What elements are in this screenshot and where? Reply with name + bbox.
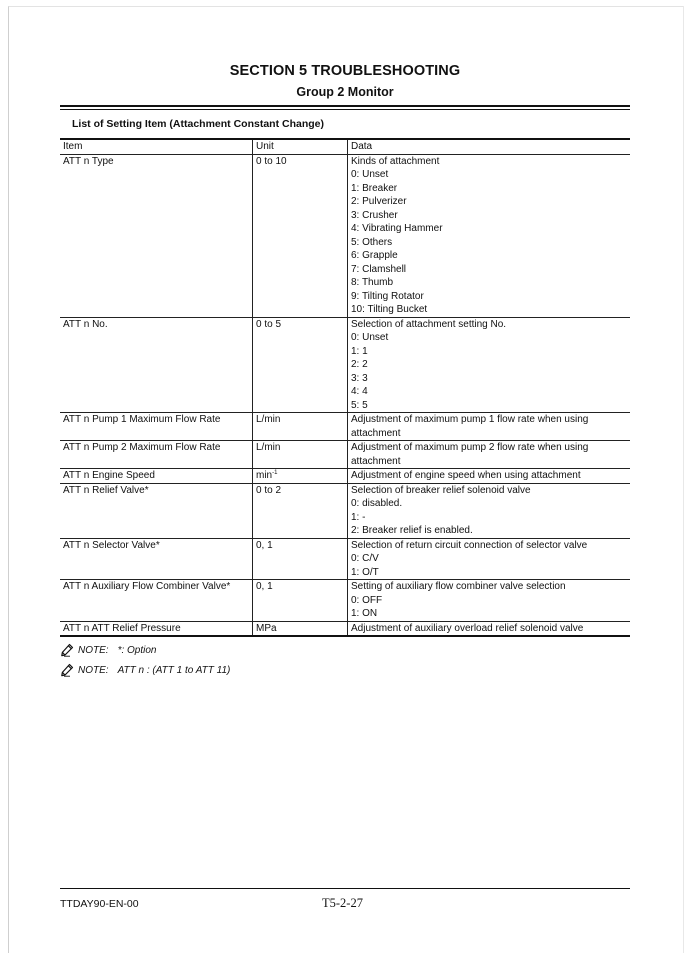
data-option: 3: 3 — [351, 372, 368, 384]
data-option: 5: Others — [351, 236, 393, 248]
unit-text: L/min — [256, 442, 281, 453]
data-option: 5: 5 — [351, 399, 368, 411]
data-cell — [348, 441, 631, 469]
data-option: 0: disabled. — [351, 498, 403, 509]
item-cell: ATT n No. — [63, 318, 108, 330]
data-option: 10: Tilting Bucket — [351, 304, 428, 315]
data-option: 1: Breaker — [351, 182, 398, 194]
data-description: Adjustment of auxiliary overload relief solenoid valve — [351, 622, 584, 634]
table-row — [60, 469, 630, 484]
data-cell — [348, 580, 631, 622]
note-text: *: Option — [117, 644, 157, 656]
data-option: 4: Vibrating Hammer — [351, 223, 443, 234]
data-cell — [348, 154, 631, 317]
item-cell: ATT n Pump 1 Maximum Flow Rate — [63, 414, 221, 425]
item-cell: ATT n ATT Relief Pressure — [63, 622, 181, 634]
data-description: Selection of attachment setting No. — [351, 318, 507, 330]
pencil-icon — [60, 643, 74, 657]
unit-exponent: -1 — [272, 470, 278, 476]
title-rule-thick — [60, 105, 630, 107]
item-cell: ATT n Selector Valve* — [63, 539, 160, 551]
data-option: 0: Unset — [351, 169, 389, 180]
table-row — [60, 441, 630, 469]
item-cell: ATT n Auxiliary Flow Combiner Valve* — [63, 581, 231, 592]
unit-cell — [253, 621, 348, 636]
unit-text: 0 to 5 — [256, 318, 282, 330]
data-cell — [348, 538, 631, 580]
data-option: 0: OFF — [351, 594, 383, 606]
data-cell — [348, 469, 631, 484]
unit-cell — [253, 317, 348, 413]
unit-text: 0 to 2 — [256, 484, 282, 496]
data-description: Adjustment of engine speed when using attachment — [351, 470, 581, 481]
unit-cell — [253, 469, 348, 484]
note-att-range — [60, 663, 230, 677]
data-cell — [348, 317, 631, 413]
data-description: Adjustment of maximum pump 1 flow rate when using attachment — [351, 414, 589, 439]
data-option: 1: ON — [351, 608, 378, 619]
table-row — [60, 154, 630, 317]
note-text: ATT n : (ATT 1 to ATT 11) — [117, 664, 231, 676]
page-number: T5-2-27 — [322, 896, 363, 910]
note-label: NOTE: — [78, 644, 109, 656]
unit-text: 0, 1 — [256, 539, 273, 551]
unit-cell — [253, 441, 348, 469]
data-option: 2: Breaker relief is enabled. — [351, 525, 473, 536]
column-header-data: Data — [348, 139, 631, 154]
unit-cell — [253, 413, 348, 441]
data-option: 6: Grapple — [351, 250, 398, 261]
pencil-icon — [60, 663, 74, 677]
note-label: NOTE: — [78, 664, 109, 676]
data-description: Adjustment of maximum pump 2 flow rate when using attachment — [351, 442, 589, 467]
section-title: SECTION 5 TROUBLESHOOTING — [229, 63, 461, 79]
unit-cell — [253, 538, 348, 580]
data-option: 1: O/T — [351, 566, 379, 578]
group-title: Group 2 Monitor — [296, 85, 394, 99]
data-description: Selection of breaker relief solenoid valve — [351, 484, 531, 496]
data-description: Kinds of attachment — [351, 155, 440, 167]
unit-text: 0 to 10 — [256, 155, 287, 167]
note-option — [60, 643, 156, 657]
data-option: 8: Thumb — [351, 277, 394, 288]
column-header-item: Item — [60, 139, 253, 154]
data-option: 0: C/V — [351, 553, 379, 564]
unit-cell — [253, 580, 348, 622]
data-cell — [348, 483, 631, 538]
data-description: Setting of auxiliary flow combiner valve selection — [351, 581, 566, 592]
document-code: TTDAY90-EN-00 — [60, 898, 139, 910]
data-option: 0: Unset — [351, 332, 389, 343]
table-caption: List of Setting Item (Attachment Constant Change) — [72, 118, 324, 130]
column-header-unit: Unit — [253, 139, 348, 154]
table-row — [60, 580, 630, 622]
data-cell — [348, 413, 631, 441]
data-option: 9: Tilting Rotator — [351, 290, 424, 302]
unit-text: 0, 1 — [256, 581, 273, 592]
data-option: 2: Pulverizer — [351, 196, 407, 207]
data-cell — [348, 621, 631, 636]
setting-items-table — [60, 138, 630, 637]
table-row — [60, 413, 630, 441]
table-row — [60, 538, 630, 580]
data-option: 1: - — [351, 511, 366, 523]
data-option: 2: 2 — [351, 359, 368, 370]
item-cell: ATT n Relief Valve* — [63, 484, 149, 496]
footer-rule — [60, 888, 630, 889]
data-option: 3: Crusher — [351, 209, 398, 221]
unit-cell — [253, 483, 348, 538]
unit-text: MPa — [256, 622, 277, 634]
title-rule-thin — [60, 109, 630, 110]
table-row — [60, 621, 630, 636]
item-cell: ATT n Type — [63, 155, 114, 167]
data-option: 7: Clamshell — [351, 263, 407, 275]
data-option: 1: 1 — [351, 345, 368, 357]
data-option: 4: 4 — [351, 386, 368, 397]
unit-text: min — [256, 470, 273, 481]
item-cell: ATT n Engine Speed — [63, 470, 155, 481]
data-description: Selection of return circuit connection of selector valve — [351, 539, 588, 551]
table-row — [60, 483, 630, 538]
table-row — [60, 317, 630, 413]
item-cell: ATT n Pump 2 Maximum Flow Rate — [63, 442, 221, 453]
unit-text: L/min — [256, 414, 281, 425]
unit-cell — [253, 154, 348, 317]
table-header-row — [60, 139, 630, 154]
